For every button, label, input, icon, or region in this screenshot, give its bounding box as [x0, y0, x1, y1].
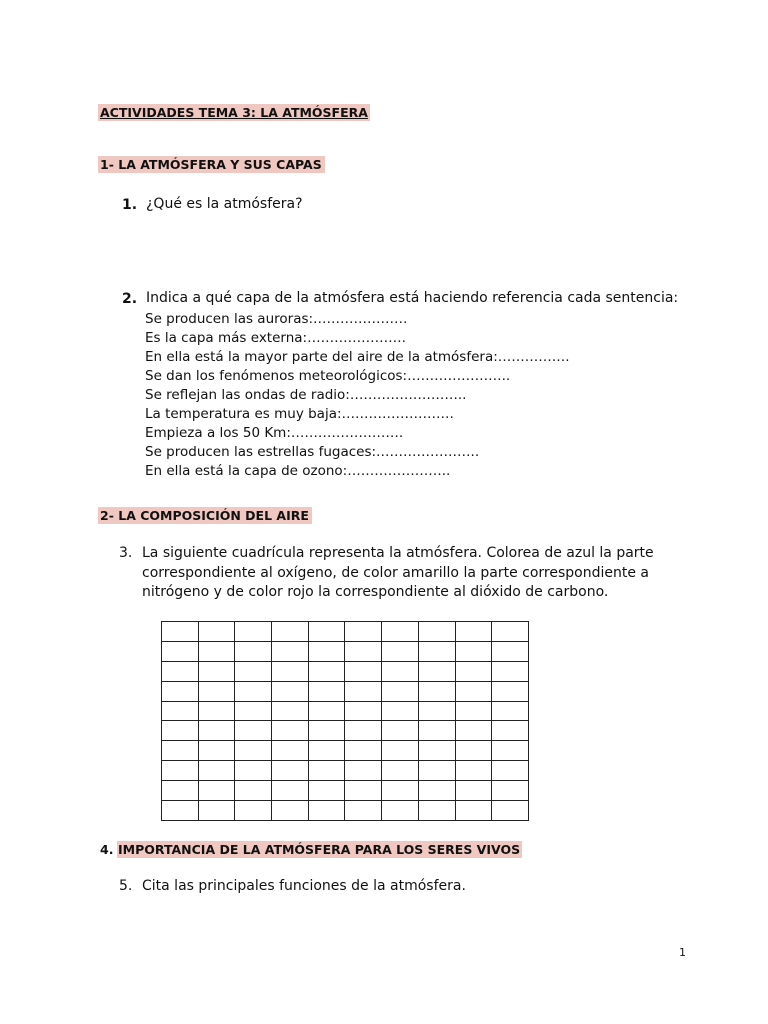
grid-cell[interactable] [308, 801, 345, 821]
grid-cell[interactable] [235, 741, 272, 761]
grid-cell[interactable] [455, 641, 492, 661]
question-line: La siguiente cuadrícula representa la atmósfera. Colorea de azul la parte [142, 545, 654, 561]
grid-cell[interactable] [492, 801, 529, 821]
grid-cell[interactable] [198, 781, 235, 801]
grid-cell[interactable] [308, 661, 345, 681]
question-line: nitrógeno y de color rojo la correspondiente al dióxido de carbono. [142, 584, 609, 600]
sentence-item: Se reflejan las ondas de radio:…………………….. [145, 387, 467, 403]
sentence-item: Es la capa más externa:…………………. [145, 330, 406, 346]
section-heading-composition: 2- LA COMPOSICIÓN DEL AIRE [98, 507, 312, 524]
grid-cell[interactable] [272, 781, 309, 801]
grid-cell[interactable] [382, 641, 419, 661]
grid-cell[interactable] [418, 622, 455, 642]
grid-cell[interactable] [382, 801, 419, 821]
grid-cell[interactable] [345, 721, 382, 741]
grid-cell[interactable] [272, 801, 309, 821]
grid-cell[interactable] [345, 741, 382, 761]
grid-cell[interactable] [198, 801, 235, 821]
grid-cell[interactable] [382, 761, 419, 781]
sentence-item: En ella está la capa de ozono:………………….. [145, 463, 451, 479]
grid-cell[interactable] [455, 622, 492, 642]
grid-cell[interactable] [492, 781, 529, 801]
grid-cell[interactable] [198, 741, 235, 761]
grid-cell[interactable] [455, 761, 492, 781]
grid-cell[interactable] [345, 761, 382, 781]
question-text: ¿Qué es la atmósfera? [146, 196, 303, 212]
grid-cell[interactable] [418, 661, 455, 681]
grid-cell[interactable] [492, 641, 529, 661]
grid-cell[interactable] [272, 641, 309, 661]
grid-cell[interactable] [272, 741, 309, 761]
grid-cell[interactable] [308, 641, 345, 661]
grid-cell[interactable] [235, 801, 272, 821]
grid-cell[interactable] [418, 641, 455, 661]
grid-cell[interactable] [162, 641, 199, 661]
grid-cell[interactable] [418, 761, 455, 781]
grid-cell[interactable] [162, 781, 199, 801]
grid-cell[interactable] [382, 622, 419, 642]
grid-cell[interactable] [162, 741, 199, 761]
question-number: 1. [122, 197, 138, 213]
grid-cell[interactable] [162, 701, 199, 721]
grid-cell[interactable] [492, 741, 529, 761]
grid-cell[interactable] [345, 622, 382, 642]
grid-cell[interactable] [418, 721, 455, 741]
grid-cell[interactable] [345, 701, 382, 721]
grid-cell[interactable] [235, 641, 272, 661]
sentence-item: En ella está la mayor parte del aire de la atmósfera:……………. [145, 349, 570, 365]
question-text: Indica a qué capa de la atmósfera está haciendo referencia cada sentencia: [146, 290, 679, 306]
question-text: Cita las principales funciones de la atmósfera. [142, 878, 466, 894]
grid-cell[interactable] [382, 681, 419, 701]
grid-cell[interactable] [308, 701, 345, 721]
grid-cell[interactable] [382, 781, 419, 801]
grid-cell[interactable] [198, 761, 235, 781]
grid-cell[interactable] [308, 741, 345, 761]
grid-cell[interactable] [162, 801, 199, 821]
grid-cell[interactable] [455, 741, 492, 761]
grid-cell[interactable] [272, 681, 309, 701]
grid-cell[interactable] [382, 701, 419, 721]
grid-cell[interactable] [198, 661, 235, 681]
grid-cell[interactable] [455, 721, 492, 741]
grid-row [162, 641, 529, 661]
grid-cell[interactable] [272, 721, 309, 741]
sentence-item: Se producen las auroras:………………… [145, 311, 408, 327]
grid-cell[interactable] [308, 622, 345, 642]
grid-row [162, 701, 529, 721]
grid-cell[interactable] [272, 701, 309, 721]
grid-cell[interactable] [308, 781, 345, 801]
grid-cell[interactable] [198, 622, 235, 642]
grid-cell[interactable] [455, 661, 492, 681]
grid-cell[interactable] [382, 661, 419, 681]
sentence-item: La temperatura es muy baja:……………………. [145, 406, 454, 422]
question-number: 3. [119, 545, 133, 561]
grid-cell[interactable] [492, 761, 529, 781]
grid-cell[interactable] [492, 622, 529, 642]
grid-row [162, 681, 529, 701]
question-line: correspondiente al oxígeno, de color amarillo la parte correspondiente a [142, 564, 649, 581]
question-number: 2. [122, 291, 138, 307]
grid-cell[interactable] [235, 661, 272, 681]
grid-row [162, 622, 529, 642]
grid-cell[interactable] [308, 681, 345, 701]
grid-row [162, 661, 529, 681]
grid-cell[interactable] [418, 701, 455, 721]
grid-cell[interactable] [492, 661, 529, 681]
grid-cell[interactable] [162, 661, 199, 681]
sentence-item: Empieza a los 50 Km:……………………. [145, 425, 404, 441]
section-heading-layers: 1- LA ATMÓSFERA Y SUS CAPAS [98, 156, 325, 173]
question-number: 5. [119, 878, 133, 894]
grid-cell[interactable] [345, 641, 382, 661]
section-heading-importance: IMPORTANCIA DE LA ATMÓSFERA PARA LOS SERES VIVOS [118, 842, 521, 857]
grid-row [162, 761, 529, 781]
grid-cell[interactable] [235, 622, 272, 642]
grid-cell[interactable] [418, 781, 455, 801]
atmosphere-grid [161, 621, 529, 821]
grid-cell[interactable] [418, 741, 455, 761]
grid-cell[interactable] [198, 701, 235, 721]
grid-cell[interactable] [492, 701, 529, 721]
grid-cell[interactable] [382, 741, 419, 761]
grid-cell[interactable] [455, 801, 492, 821]
grid-cell[interactable] [235, 701, 272, 721]
sentence-item: Se dan los fenómenos meteorológicos:………………….. [145, 368, 511, 384]
grid-cell[interactable] [162, 622, 199, 642]
grid-cell[interactable] [272, 761, 309, 781]
grid-row [162, 721, 529, 741]
grid-cell[interactable] [418, 681, 455, 701]
grid-row [162, 781, 529, 801]
grid-cell[interactable] [345, 781, 382, 801]
question-text [142, 544, 682, 603]
grid-cell[interactable] [198, 681, 235, 701]
grid-row [162, 801, 529, 821]
sentence-list [145, 310, 570, 481]
grid-cell[interactable] [492, 681, 529, 701]
sentence-item: Se producen las estrellas fugaces:………………….. [145, 444, 480, 460]
grid-cell[interactable] [345, 661, 382, 681]
grid-cell[interactable] [345, 681, 382, 701]
grid-cell[interactable] [272, 622, 309, 642]
grid-cell[interactable] [162, 681, 199, 701]
grid-cell[interactable] [272, 661, 309, 681]
grid-cell[interactable] [418, 801, 455, 821]
document-title: ACTIVIDADES TEMA 3: LA ATMÓSFERA [100, 105, 368, 120]
grid-cell[interactable] [162, 761, 199, 781]
grid-cell[interactable] [455, 681, 492, 701]
grid-cell[interactable] [382, 721, 419, 741]
grid-cell[interactable] [198, 721, 235, 741]
grid-cell[interactable] [455, 781, 492, 801]
grid-cell[interactable] [235, 761, 272, 781]
grid-cell[interactable] [235, 681, 272, 701]
grid-cell[interactable] [308, 721, 345, 741]
grid-cell[interactable] [235, 781, 272, 801]
grid-row [162, 741, 529, 761]
grid-cell[interactable] [308, 761, 345, 781]
grid-cell[interactable] [235, 721, 272, 741]
grid-cell[interactable] [455, 701, 492, 721]
page-number: 1 [679, 946, 686, 959]
section-number: 4. [100, 842, 114, 857]
grid-cell[interactable] [492, 721, 529, 741]
grid-cell[interactable] [345, 801, 382, 821]
grid-cell[interactable] [198, 641, 235, 661]
grid-cell[interactable] [162, 721, 199, 741]
